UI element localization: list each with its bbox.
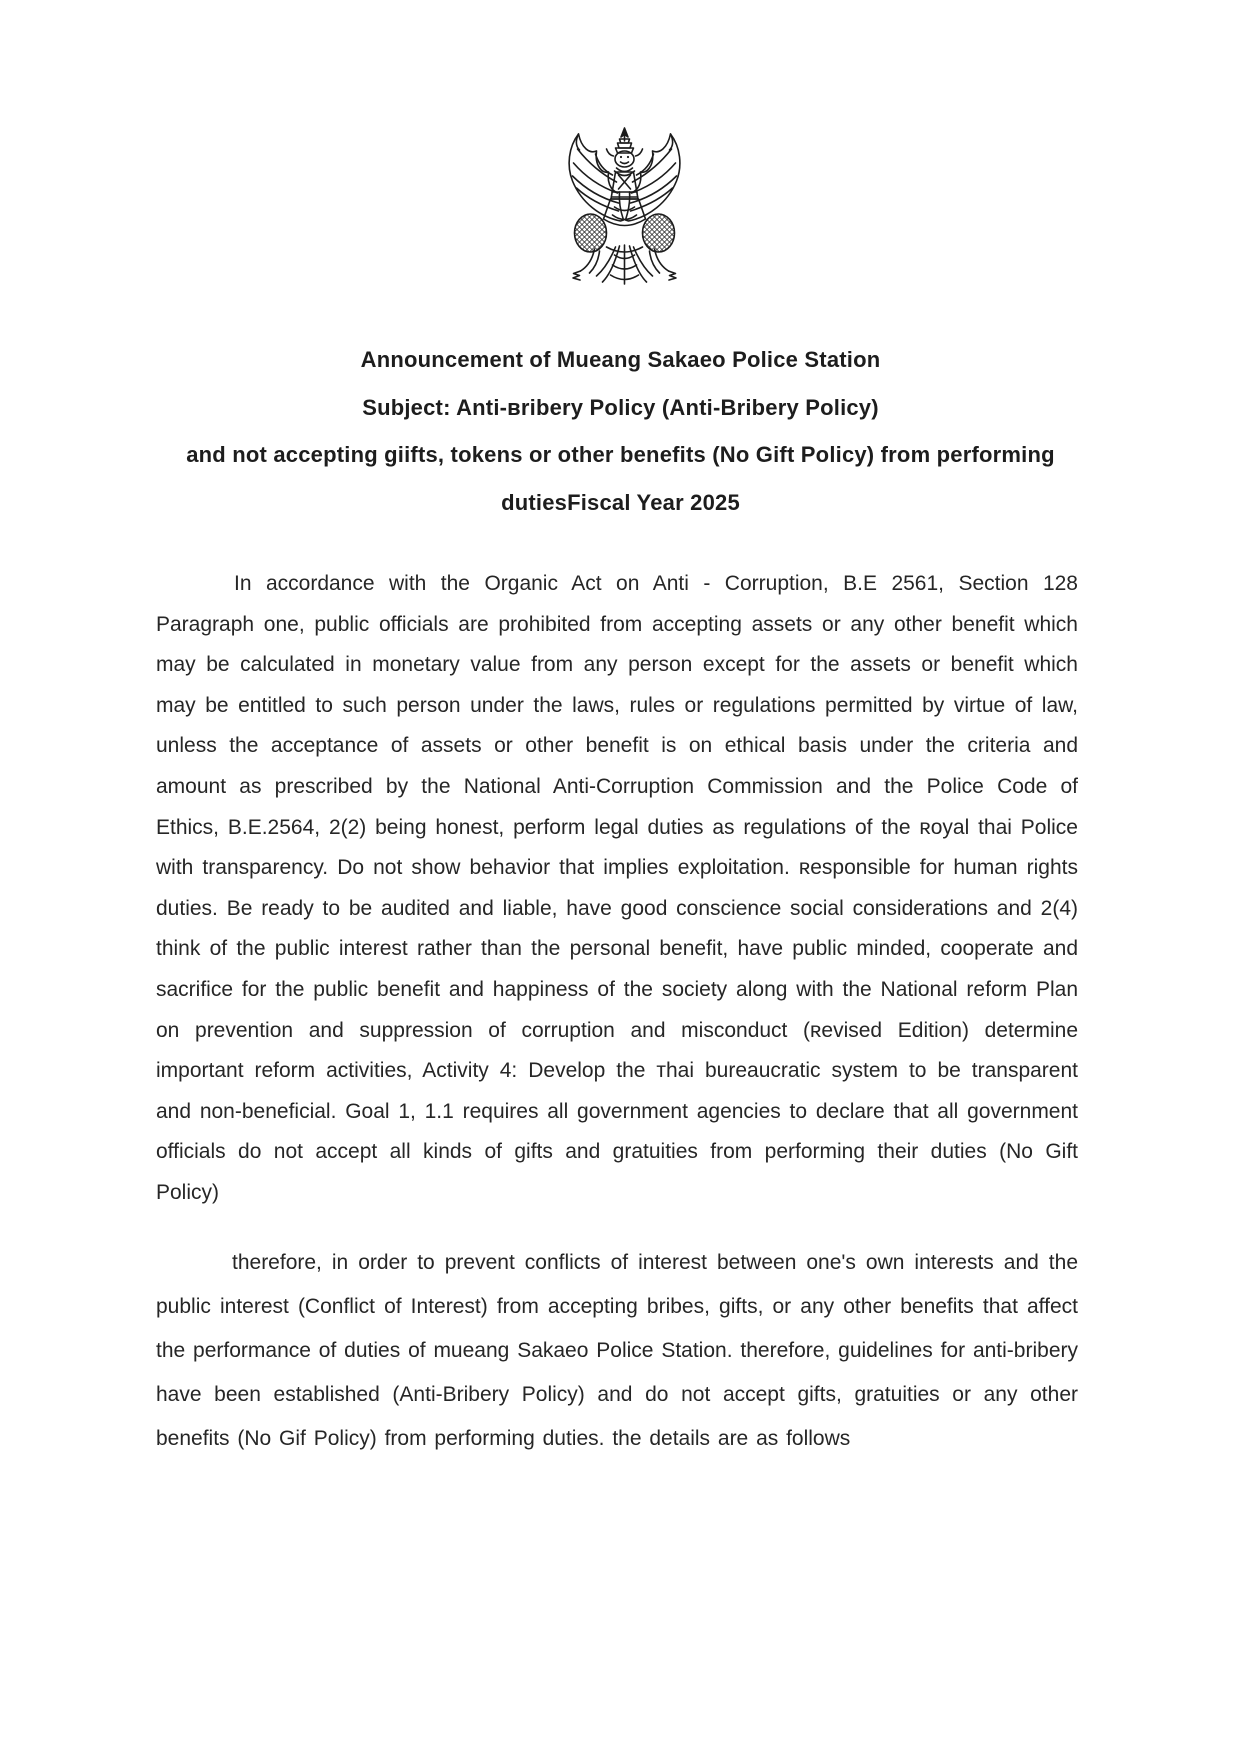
title-line-3: and not accepting giifts, tokens or other benefits (No Gift Policy) from performing [186, 442, 1055, 467]
title-line-1: Announcement of Mueang Sakaeo Police Station [360, 347, 881, 372]
body-paragraph-1: In accordance with the Organic Act on Anti - Corruption, B.E 2561, Section 128 Paragraph one, public officials are prohibited from accepting assets or any other benefit which may be calculated in monetary value from any person except for the assets or benefit which may be entitled to such person under the laws, rules or regulations permitted by virtue of law, unless the acceptance of assets or other benefit is on ethical basis under the criteria and amount as prescribed by the National Anti-Corruption Commission and the Police Code of Ethics, B.E.2564, 2(2) being honest, perform legal duties as regulations of the ʀoyal thai Police with transparency. Do not show behavior that implies exploitation. ʀesponsible for human rights duties. Be ready to be audited and liable, have good conscience social considerations and 2(4) think of the public interest rather than the personal benefit, have public minded, cooperate and sacrifice for the public benefit and happiness of the society along with the National reform Plan on prevention and suppression of corruption and misconduct (ʀevised Edition) determine important reform activities, Activity 4: Develop the ᴛhai bureaucratic system to be transparent and non-beneficial. Goal 1, 1.1 requires all government agencies to declare that all government officials do not accept all kinds of gifts and gratuities from performing their duties (No Gift Policy) [156, 572, 1078, 1204]
document-header [0, 336, 1241, 526]
document-body [156, 564, 1078, 1461]
title-line-2: Subject: Anti-ʙribery Policy (Anti-Bribery Policy) [362, 394, 879, 420]
body-paragraph-2: therefore, in order to prevent conflicts of interest between one's own interests and the public interest (Conflict of Interest) from accepting bribes, gifts, or any other benefits that affect the performance of duties of mueang Sakaeo Police Station. therefore, guidelines for anti-bribery have been established (Anti-Bribery Policy) and do not accept gifts, gratuities or any other benefits (No Gif Policy) from performing duties. the details are as follows [156, 1250, 1078, 1450]
garuda-emblem-icon [544, 127, 705, 285]
title-line-4: dutiesFiscal Year 2025 [501, 489, 740, 515]
garuda-emblem [544, 127, 705, 285]
